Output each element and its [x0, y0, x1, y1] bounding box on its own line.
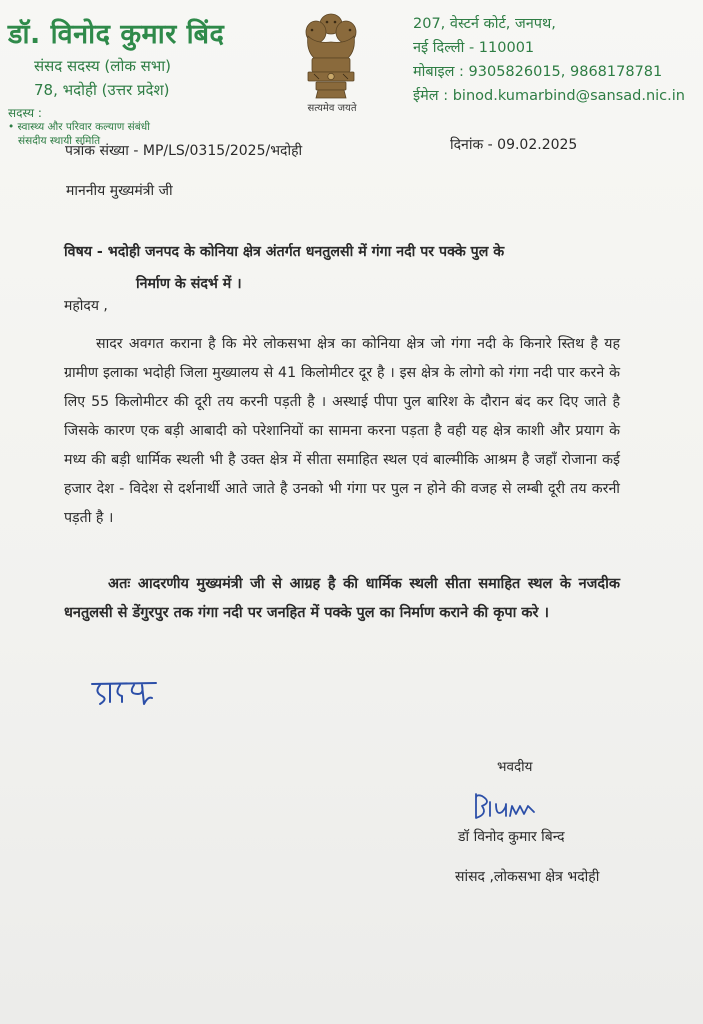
reference-number: पत्रांक संख्या - MP/LS/0315/2025/भदोही: [65, 143, 303, 159]
subject-line-1: विषय - भदोही जनपद के कोनिया क्षेत्र अंतर्गत धनतुलसी में गंगा नदी पर पक्के पुल के: [64, 244, 505, 260]
email-address: ईमेल : binod.kumarbind@sansad.nic.in: [413, 88, 685, 104]
emblem-motto: सत्यमेव जयते: [307, 103, 357, 114]
subject: [64, 236, 604, 300]
greeting: महोदय ,: [64, 298, 108, 314]
letter-date: दिनांक - 09.02.2025: [450, 137, 578, 153]
signer-title: सांसद ,लोकसभा क्षेत्र भदोही: [455, 869, 600, 885]
committee-line-2: संसदीय स्थायी समिति: [18, 135, 101, 147]
address-line-1: 207, वेस्टर्न कोर्ट, जनपथ,: [413, 16, 556, 32]
letterhead-member-label: सदस्य :: [8, 106, 42, 120]
letterhead-name: डॉ. विनोद कुमार बिंद: [8, 19, 225, 50]
address-line-2: नई दिल्ली - 110001: [413, 40, 535, 56]
closing: भवदीय: [497, 759, 533, 775]
letterhead-constituency: 78, भदोही (उत्तर प्रदेश): [34, 81, 170, 99]
letterhead-role: संसद सदस्य (लोक सभा): [34, 57, 172, 75]
signature: [470, 790, 540, 824]
handwritten-sadar: [90, 676, 160, 712]
subject-line-2: निर्माण के संदर्भ में ।: [136, 276, 242, 292]
signer-name: डॉ विनोद कुमार बिन्द: [458, 829, 565, 845]
body-paragraph-2: अतः आदरणीय मुख्यमंत्री जी से आग्रह है की धार्मिक स्थली सीता समाहित स्थल के नजदीक धनतुलसी से डेंगुरपुर तक गंगा नदी पर जनहित में पक्के पुल का निर्माण कराने की कृपा करे ।: [64, 576, 620, 621]
body-paragraph-1: सादर अवगत कराना है कि मेरे लोकसभा क्षेत्र का कोनिया क्षेत्र जो गंगा नदी के किनारे स्तिथ है यह ग्रामीण इलाका भदोही जिला मुख्यालय से 41 किलोमीटर दूर है । इस क्षेत्र के लोगो को गंगा नदी पार करने के लिए 55 किलोमीटर की दूरी तय करनी पड़ती है । अस्थाई पीपा पुल बारिश के दौरान बंद कर दिए जाते है जिसके कारण एक बड़ी आबादी को परेशानियों का सामना करना पड़ता है वही यह क्षेत्र काशी और प्रयाग के मध्य की बड़ी धार्मिक स्थली भी है उक्त क्षेत्र में सीता समाहित स्थल एवं बाल्मीकि आश्रम है जहाँ रोजाना कई हजार देश - विदेश से दर्शनार्थी आते जाते है उनको भी गंगा पर पुल न होने की वजह से लम्बी दूरी तय करनी पड़ती है ।: [64, 336, 620, 526]
addressee: माननीय मुख्यमंत्री जी: [66, 183, 173, 199]
committee-line-1: • स्वास्थ्य और परिवार कल्याण संबंधी: [8, 121, 150, 133]
letterhead-contact: [413, 12, 685, 108]
ashoka-emblem-icon: [296, 8, 366, 108]
mobile-numbers: मोबाइल : 9305826015, 9868178781: [413, 64, 663, 80]
